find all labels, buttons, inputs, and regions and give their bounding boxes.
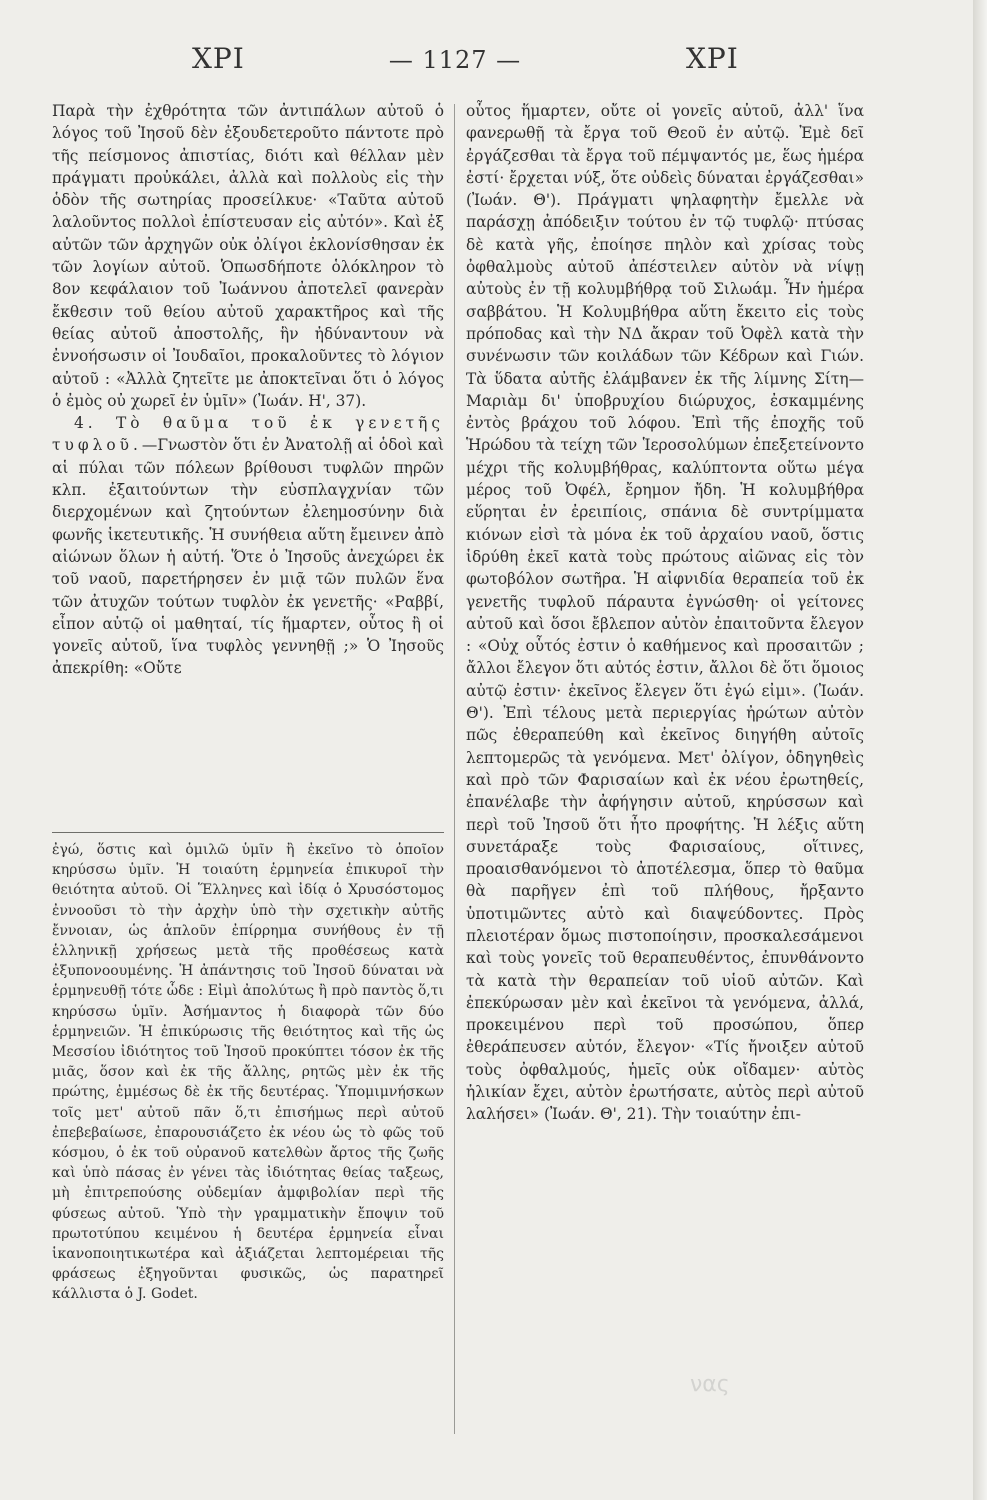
left-column — [52, 100, 444, 680]
page-number: — 1127 — — [388, 46, 522, 74]
footnote-divider — [52, 832, 444, 833]
footnote — [52, 840, 444, 1305]
header-right-keyword: ΧΡΙ — [686, 42, 739, 75]
running-header — [0, 42, 987, 92]
watermark-text: νας — [690, 1372, 730, 1397]
header-left-keyword: ΧΡΙ — [192, 42, 245, 75]
left-paragraph-2 — [52, 412, 444, 680]
section-heading-blind-man: 4. Τὸ θαῦμα τοῦ ἐκ γενετῆς τυφλοῦ. — [52, 414, 444, 455]
left-paragraph-2-body: —Γνωστὸν ὅτι ἐν Ἀνατολῇ αἱ ὁδοὶ καὶ αἱ πύλαι τῶν πόλεων βρίθουσι τυφλῶν πηρῶν κλπ. ἐξαιτούντων τὴν εὐσπλαγχνίαν τῶν διερχομένων καὶ ζητούντων ἐλεημοσύνην διὰ φωνῆς ἱκετευτικῆς. Ἡ συνήθεια αὕτη ἔμεινεν ἀπὸ αἰώνων ὅλων ἡ αὐτή. Ὅτε ὁ Ἰησοῦς ἀνεχώρει ἐκ τοῦ ναοῦ, παρετήρησεν ἐν μιᾷ τῶν πυλῶν ἕνα τῶν ἀτυχῶν τούτων τυφλὸν ἐκ γενετῆς· «Ραββί, εἶπον αὐτῷ οἱ μαθηταί, τίς ἥμαρτεν, οὗτος ἢ οἱ γονεῖς αὐτοῦ, ἵνα τυφλὸς γεννηθῇ ;» Ὁ Ἰησοῦς ἀπεκρίθη: «Οὔτε — [52, 436, 444, 678]
footnote-text: ἐγώ, ὅστις καὶ ὁμιλῶ ὑμῖν ἢ ἐκεῖνο τὸ ὁποῖον κηρύσσω ὑμῖν. Ἡ τοιαύτη ἑρμηνεία ἐπικυροῖ τὴν θειότητα αὐτοῦ. Οἱ Ἕλληνες καὶ ἰδίᾳ ὁ Χρυσόστομος ἐννοοῦσι τὸ τὴν ἀρχὴν ὑπὸ τὴν σχετικὴν αὐτῆς ἔννοιαν, ὡς ἁπλοῦν ἐπίρρημα συνήθους ἐν τῇ ἑλληνικῇ χρήσεως μετὰ τῆς προθέσεως κατὰ ἐξυπονοουμένης. Ἡ ἀπάντησις τοῦ Ἰησοῦ δύναται νὰ ἑρμηνευθῇ τότε ὧδε : Εἰμὶ ἀπολύτως ἢ πρὸ παντὸς ὅ,τι κηρύσσω ὑμῖν. Ἀσήμαντος ἡ διαφορὰ τῶν δύο ἑρμηνειῶν. Ἡ ἐπικύρωσις τῆς θειότητος καὶ τῆς ὡς Μεσσίου ἰδιότητος τοῦ Ἰησοῦ προκύπτει τόσον ἐκ τῆς μιᾶς, ὅσον καὶ ἐκ τῆς ἄλλης, ρητῶς μὲν ἐκ τῆς πρώτης, ἐμμέσως δὲ ἐκ τῆς δευτέρας. Ὑπομιμνήσκων τοῖς μετ' αὐτοῦ πᾶν ὅ,τι ἐπισήμως περὶ αὐτοῦ ἐπεβεβαίωσε, ἐπαρουσιάζετο ἐκ νέου ὡς τὸ φῶς τοῦ κόσμου, ὁ ἐκ τοῦ οὐρανοῦ κατελθὼν ἄρτος τῆς ζωῆς καὶ ὑπὸ πάσας ἐν γένει τὰς ἰδιότητας θείας ταξεως, μὴ ἐπιτρεπούσης οὐδεμίαν ἀμφιβολίαν περὶ τῆς φύσεως αὐτοῦ. Ὑπὸ τὴν γραμματικὴν ἔποψιν τοῦ πρωτοτύπου κειμένου ἡ δευτέρα ἑρμηνεία εἶναι ἱκανοποιητικωτέρα καὶ ἀξιάζεται λεπτομέρειαι τῆς φράσεως ἐξηγοῦνται φυσικῶς, ὡς παρατηρεῖ κάλλιστα ὁ J. Godet. — [52, 842, 444, 1303]
left-paragraph-1: Παρὰ τὴν ἐχθρότητα τῶν ἀντιπάλων αὐτοῦ ὁ λόγος τοῦ Ἰησοῦ δὲν ἐξουδετεροῦτο πάντοτε πρὸ τῆς πείσμονος ἀπιστίας, διότι καὶ θέλλαν μὲν πράγματι προὐκάλει, ἀλλὰ καὶ πολλοὺς εἰς τὴν ὁδὸν τῆς σωτηρίας προσείλκυε· «Ταῦτα αὐτοῦ λαλοῦντος πολλοὶ ἐπίστευσαν εἰς αὐτόν». Καὶ ἐξ αὐτῶν τῶν ἀρχηγῶν οὐκ ὀλίγοι ἐκλονίσθησαν ἐκ τῶν λογίων αὐτοῦ. Ὁπωσδήποτε ὁλόκληρον τὸ 8ον κεφάλαιον τοῦ Ἰωάννου ἀποτελεῖ φανερὰν ἔκθεσιν τοῦ θείου αὐτοῦ χαρακτῆρος καὶ τῆς θείας αὐτοῦ ἀποστολῆς, ἣν ἠδύναντουν νὰ ἐννοήσωσιν οἱ Ἰουδαῖοι, προκαλοῦντες τὸ λόγιον αὐτοῦ : «Ἀλλὰ ζητεῖτε με ἀποκτεῖναι ὅτι ὁ λόγος ὁ ἐμὸς οὐ χωρεῖ ἐν ὑμῖν» (Ἰωάν. Η', 37). — [52, 102, 444, 410]
page-edge-shadow — [973, 0, 987, 1500]
right-paragraph: οὗτος ἥμαρτεν, οὔτε οἱ γονεῖς αὐτοῦ, ἀλλ' ἵνα φανερωθῇ τὰ ἔργα τοῦ Θεοῦ ἐν αὐτῷ. Ἐμὲ δεῖ ἐργάζεσθαι τὰ ἔργα τοῦ πέμψαντός με, ἕως ἡμέρα ἐστί· ἔρχεται νύξ, ὅτε οὐδεὶς δύναται ἐργάζεσθαι» (Ἰωάν. Θ'). Πράγματι ψηλαφητὴν ἔμελλε νὰ παράσχῃ ἀπόδειξιν τούτου ἐν τῷ τυφλῷ· πτύσας δὲ κατὰ γῆς, ἐποίησε πηλὸν καὶ χρίσας τοὺς ὀφθαλμοὺς αὐτοῦ ἀπέστειλεν αὐτὸν νὰ νίψῃ αὐτοὺς ἐν τῇ κολυμβήθρᾳ τοῦ Σιλωάμ. Ἦν ἡμέρα σαββάτου. Ἡ Κολυμβήθρα αὕτη ἔκειτο εἰς τοὺς πρόποδας καὶ τὴν ΝΔ ἄκραν τοῦ Ὀφὲλ κατὰ τὴν συνένωσιν τῶν κοιλάδων τῶν Κέδρων καὶ Γιών. Τὰ ὕδατα αὐτῆς ἐλάμβανεν ἐκ τῆς λίμνης Σίτη—Μαριὰμ δι' ὑποβρυχίου διώρυχος, ἐσκαμμένης ἐντὸς βράχου τοῦ λόφου. Ἐπὶ τῆς ἐποχῆς τοῦ Ἡρώδου τὰ τείχη τῶν Ἱεροσολύμων ἐπεξετείνοντο μέχρι τῆς κολυμβήθρας, καλύπτοντα οὕτω μέγα μέρος τοῦ Ὀφέλ, ἔρημον ἤδη. Ἡ κολυμβήθρα εὕρηται ἐν ἐρειπίοις, σπάνια δὲ συντρίμματα κιόνων εἰσὶ τὰ μόνα ἐκ τοῦ ἀρχαίου ναοῦ, ὅστις ἱδρύθη ἐκεῖ κατὰ τοὺς πρώτους αἰῶνας εἰς τὸν φωτοβόλον σωτῆρα. Ἡ αἰφνιδία θεραπεία τοῦ ἐκ γενετῆς τυφλοῦ πάραυτα ἐγνώσθη· οἱ γείτονες αὐτοῦ καὶ ὅσοι ἔβλεπον αὐτὸν ἐπαιτοῦντα ἔλεγον : «Οὐχ οὗτός ἐστιν ὁ καθήμενος καὶ προσαιτῶν ; ἄλλοι ἔλεγον ὅτι αὐτός ἐστιν, ἄλλοι δὲ ὅτι ὅμοιος αὐτῷ ἐστιν· ἐκεῖνος ἔλεγεν ὅτι ἐγώ εἰμι». (Ἰωάν. Θ'). Ἐπὶ τέλους μετὰ περιεργίας ἠρώτων αὐτὸν πῶς ἐθεραπεύθη καὶ ἐκεῖνος διηγήθη αὐτοῖς λεπτομερῶς τὰ γενόμενα. Μετ' ὀλίγον, ὁδηγηθεὶς καὶ πρὸ τῶν Φαρισαίων καὶ ἐκ νέου ἐρωτηθείς, ἐπανέλαβε τὴν ἀφήγησιν αὐτοῦ, κηρύσσων καὶ περὶ τοῦ Ἰησοῦ ὅτι ἦτο προφήτης. Ἡ λέξις αὕτη συνετάραξε τοὺς Φαρισαίους, οἵτινες, προαισθανόμενοι τὸ ἀποτέλεσμα, ὅπερ τὸ θαῦμα θὰ παρῆγεν ἐπὶ τοῦ πλήθους, ἤρξαντο ὑποτιμῶντες αὐτὸ καὶ διαψεύδοντες. Πρὸς πλειοτέραν ὅμως πιστοποίησιν, προσκαλεσάμενοι καὶ τοὺς γονεῖς τοῦ θεραπευθέντος, ἐπυνθάνοντο τὰ κατὰ τὴν θεραπείαν τοῦ υἱοῦ αὐτῶν. Καὶ ἐπεκύρωσαν μὲν καὶ ἐκεῖνοι τὰ γενόμενα, ἀλλά, προκειμένου περὶ τοῦ προσώπου, ὅπερ ἐθεράπευσεν αὐτόν, ἔλεγον· «Τίς ἤνοιξεν αὐτοῦ τοὺς ὀφθαλμούς, ἡμεῖς οὐκ οἴδαμεν· αὐτὸς ἡλικίαν ἔχει, αὐτὸν ἐρωτήσατε, αὐτὸς περὶ αὐτοῦ λαλήσει» (Ἰωάν. Θ', 21). Τὴν τοιαύτην ἐπι- — [466, 102, 864, 1124]
right-column — [466, 100, 864, 1126]
column-divider — [454, 104, 455, 1434]
